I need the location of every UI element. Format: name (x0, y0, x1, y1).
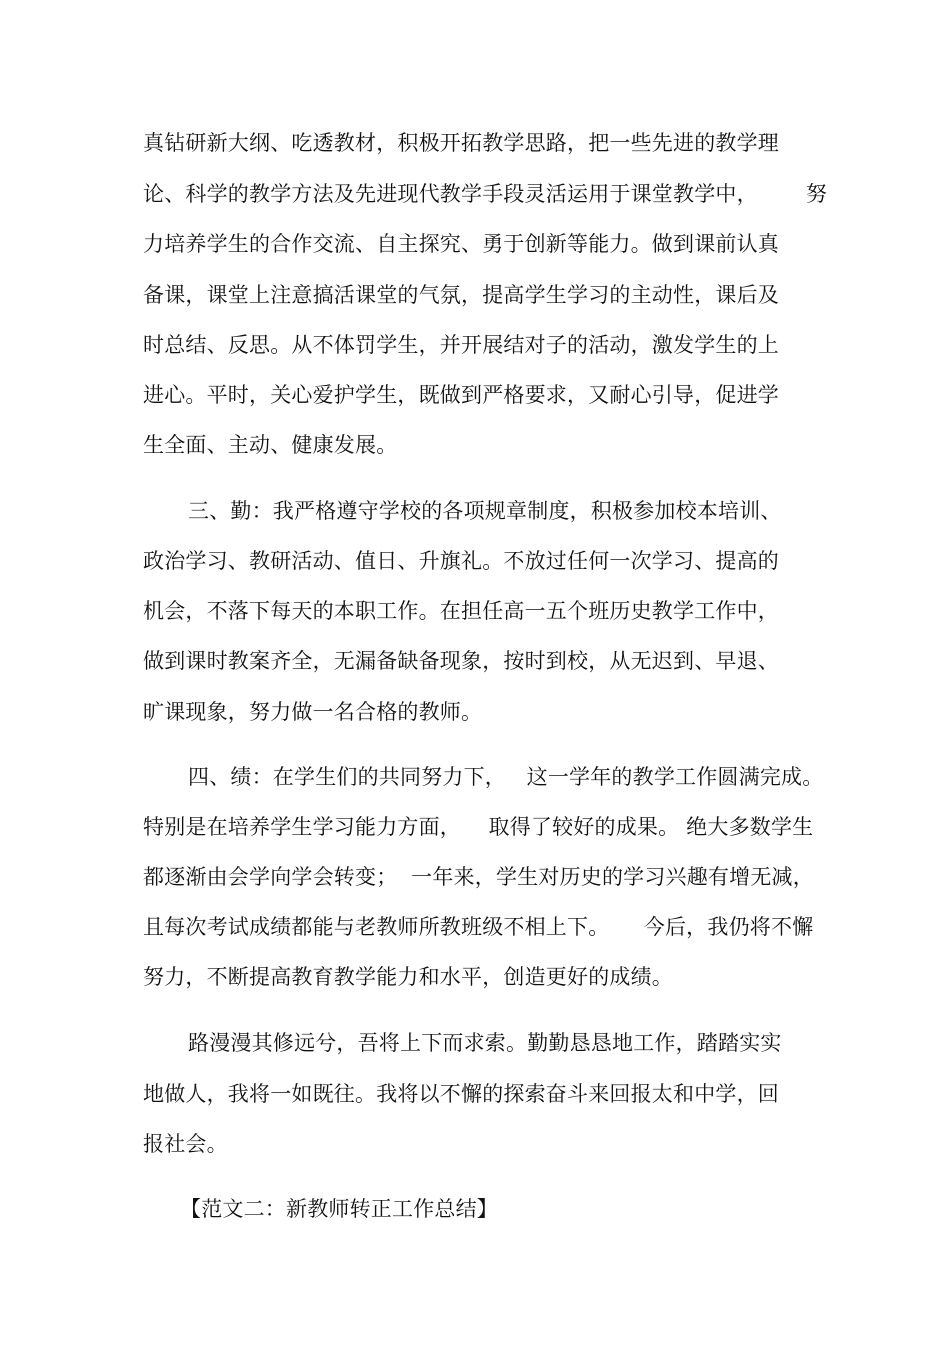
paragraph-3-line-1: 四、绩：在学生们的共同努力下， 这一学年的教学工作圆满完成。 (188, 765, 824, 789)
paragraph-2-line-4: 做到课时教案齐全，无漏备缺备现象，按时到校，从无迟到、早退、 (143, 649, 779, 673)
paragraph-3-line-3: 都逐渐由会学向学会转变； 一年来，学生对历史的学习兴趣有增无减， (143, 865, 814, 889)
paragraph-1-line-4: 备课，课堂上注意搞活课堂的气氛，提高学生学习的主动性，课后及 (143, 283, 779, 307)
paragraph-3-line-2: 特别是在培养学生学习能力方面， 取得了较好的成果。 绝大多数学生 (143, 815, 814, 839)
paragraph-4-line-3: 报社会。 (143, 1132, 228, 1156)
paragraph-1-line-5: 时总结、反思。从不体罚学生，并开展结对子的活动，激发学生的上 (143, 333, 779, 357)
paragraph-1-line-6: 进心。平时，关心爱护学生，既做到严格要求，又耐心引导，促进学 (143, 383, 779, 407)
paragraph-4-line-2: 地做人，我将一如既往。我将以不懈的探索奋斗来回报太和中学，回 (143, 1082, 779, 1106)
paragraph-2-line-1: 三、勤：我严格遵守学校的各项规章制度，积极参加校本培训、 (188, 499, 782, 523)
paragraph-2-line-5: 旷课现象，努力做一名合格的教师。 (143, 700, 483, 724)
paragraph-1-line-7: 生全面、主动、健康发展。 (143, 433, 398, 457)
section-heading: 【范文二：新教师转正工作总结】 (180, 1197, 498, 1221)
paragraph-1-line-3: 力培养学生的合作交流、自主探究、勇于创新等能力。做到课前认真 (143, 232, 779, 256)
paragraph-3-line-4: 且每次考试成绩都能与老教师所教班级不相上下。 今后，我仍将不懈 (143, 915, 814, 939)
paragraph-3-line-5: 努力，不断提高教育教学能力和水平，创造更好的成绩。 (143, 965, 673, 989)
paragraph-1-line-1: 真钻研新大纲、吃透教材，积极开拓教学思路，把一些先进的教学理 (143, 131, 779, 155)
paragraph-2-line-3: 机会，不落下每天的本职工作。在担任高一五个班历史教学工作中， (143, 599, 779, 623)
paragraph-4-line-1: 路漫漫其修远兮，吾将上下而求索。勤勤恳恳地工作，踏踏实实 (188, 1031, 782, 1055)
paragraph-1-line-2: 论、科学的教学方法及先进现代教学手段灵活运用于课堂教学中， 努 (143, 182, 828, 206)
paragraph-2-line-2: 政治学习、教研活动、值日、升旗礼。不放过任何一次学习、提高的 (143, 549, 779, 573)
